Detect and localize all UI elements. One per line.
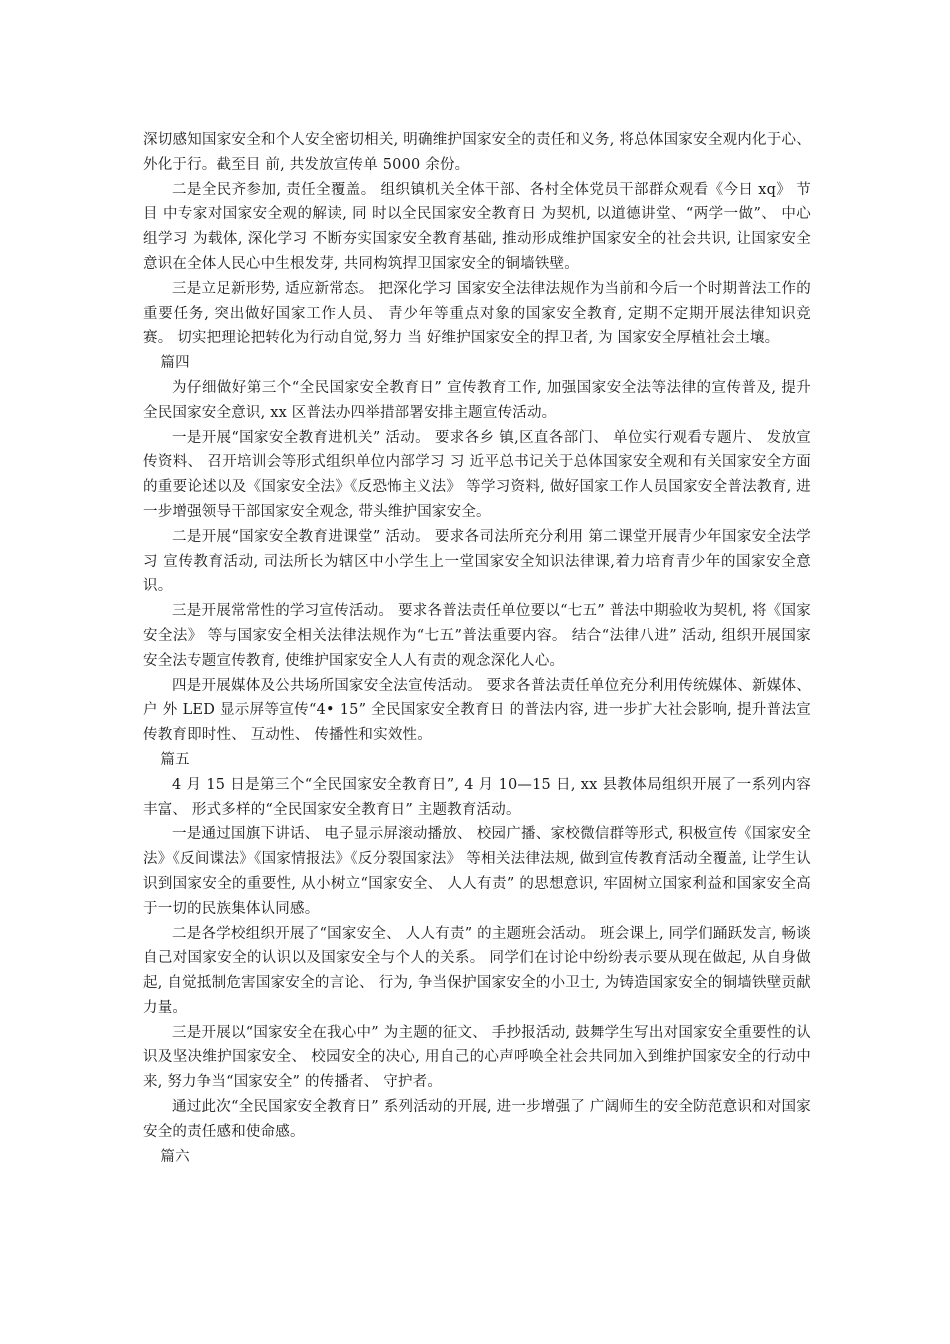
document-body (143, 128, 811, 1169)
paragraph-3: 三是立足新形势, 适应新常态。 把深化学习 国家安全法律法规作为当前和今后一个时期普法工作的重要任务, 突出做好国家工作人员、 青少年等重点对象的国家安全教育, 定期不定期开展法律知识竞赛。 切实把理论把转化为行动自觉,努力 当 好维护国家安全的捍卫者, 为 国家安全厚植社会土壤。 (143, 280, 811, 347)
paragraph-11: 4 月 15 日是第三个“全民国家安全教育日”, 4 月 10—15 日, xx 县教体局组织开展了一系列内容丰富、 形式多样的“全民国家安全教育日” 主题教育活动。 (143, 776, 811, 818)
paragraph-8: 三是开展常常性的学习宣传活动。 要求各普法责任单位要以“七五” 普法中期验收为契机, 将《国家安全法》 等与国家安全相关法律法规作为“七五”普法重要内容。 结合“法律八进” 活动, 组织开展国家安全法专题宣传教育, 使维护国家安全人人有责的观念深化人心。 (143, 603, 811, 669)
paragraph-14: 三是开展以“国家安全在我心中” 为主题的征文、 手抄报活动, 鼓舞学生写出对国家安全重要性的认识及坚决维护国家安全、 校园安全的决心, 用自己的心声呼唤全社会共同加入到维护国家安全的行动中来, 努力争当“国家安全” 的传播者、 守护者。 (143, 1024, 811, 1091)
section-heading-5: 篇五 (160, 751, 190, 768)
paragraph-1: 深切感知国家安全和个人安全密切相关, 明确维护国家安全的责任和义务, 将总体国家安全观内化于心、 外化于行。截至目 前, 共发放宣传单 5000 余份。 (143, 132, 811, 173)
paragraph-2: 二是全民齐参加, 责任全覆盖。 组织镇机关全体干部、各村全体党员干部群众观看《今日 xq》 节目 中专家对国家安全观的解读, 同 时以全民国家安全教育日 为契机, 以道德讲堂、“两学一做”、 中心组学习 为载体, 深化学习 不断夯实国家安全教育基础, 推动形成维护国家安全的社会共识, 让国家安全意识在全体人民心中生根发芽, 共同构筑捍卫国家安全的铜墙铁壁。 (143, 181, 811, 272)
paragraph-12: 一是通过国旗下讲话、 电子显示屏滚动播放、 校园广播、家校微信群等形式, 积极宣传《国家安全法》《反间谍法》《国家情报法》《反分裂国家法》 等相关法律法规, 做到宣传教育活动全覆盖, 让学生认识到国家安全的重要性, 从小树立“国家安全、 人人有责” 的思想意识, 牢固树立国家利益和国家安全高于一切的民族集体认同感。 (143, 826, 811, 917)
paragraph-5: 为仔细做好第三个“全民国家安全教育日” 宣传教育工作, 加强国家安全法等法律的宣传普及, 提升全民国家安全意识, xx 区普法办四举措部署安排主题宣传活动。 (143, 379, 811, 421)
paragraph-9: 四是开展媒体及公共场所国家安全法宣传活动。 要求各普法责任单位充分利用传统媒体、新媒体、 户 外 LED 显示屏等宣传“4• 15” 全民国家安全教育日 的普法内容, 进一步扩大社会影响, 提升普法宣传教育即时性、 互动性、 传播性和实效性。 (143, 677, 811, 744)
paragraph-7: 二是开展“国家安全教育进课堂” 活动。 要求各司法所充分利用 第二课堂开展青少年国家安全法学习 宣传教育活动, 司法所长为辖区中小学生上一堂国家安全知识法律课,着力培育青少年的国家安全意识。 (143, 528, 811, 595)
section-heading-6: 篇六 (160, 1148, 190, 1165)
paragraph-15: 通过此次“全民国家安全教育日” 系列活动的开展, 进一步增强了 广阔师生的安全防范意识和对国家安全的责任感和使命感。 (143, 1099, 811, 1140)
paragraph-13: 二是各学校组织开展了“国家安全、 人人有责” 的主题班会活动。 班会课上, 同学们踊跃发言, 畅谈自己对国家安全的认识以及国家安全与个人的关系。 同学们在讨论中纷纷表示要从现在做起, 从自身做起, 自觉抵制危害国家安全的言论、 行为, 争当保护国家安全的小卫士, 为铸造国家安全的铜墙铁壁贡献力量。 (143, 925, 811, 1016)
paragraph-6: 一是开展“国家安全教育进机关” 活动。 要求各乡 镇,区直各部门、 单位实行观看专题片、 发放宣传资料、 召开培训会等形式组织单位内部学习 习 近平总书记关于总体国家安全观和有关国家安全方面的重要论述以及《国家安全法》《反恐怖主义法》 等学习资料, 做好国家工作人员国家安全普法教育, 进一步增强领导干部国家安全观念, 带头维护国家安全。 (143, 429, 811, 520)
section-heading-4: 篇四 (160, 355, 190, 372)
